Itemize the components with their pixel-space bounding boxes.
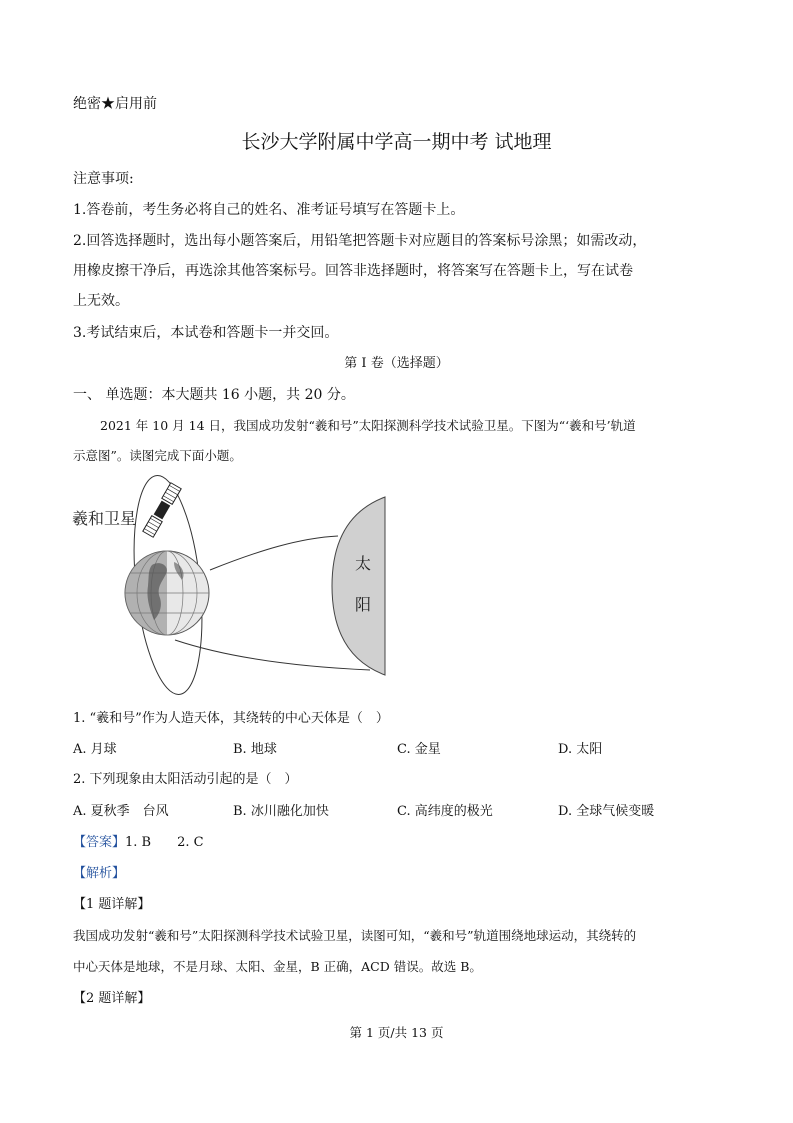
orbit-line-bottom xyxy=(175,640,370,670)
notes-heading: 注意事项: xyxy=(73,171,134,187)
notes-item-1: 1.答卷前，考生务必将自己的姓名、准考证号填写在答题卡上。 xyxy=(73,202,465,218)
question-1-option-b: B. 地球 xyxy=(233,742,277,757)
orbit-line-top xyxy=(210,536,338,570)
sun-label-1: 太 xyxy=(354,554,372,573)
satellite-icon xyxy=(143,483,181,537)
notes-item-2-line-1: 2.回答选择题时，选出每小题答案后，用铅笔把答题卡对应题目的答案标号涂黑；如需改动， xyxy=(73,233,647,249)
question-1-stem: 1. “羲和号”作为人造天体，其绕转的中心天体是（ ） xyxy=(73,711,389,726)
exam-title: 长沙大学附属中学高一期中考 试地理 xyxy=(241,131,552,153)
sun-label-2: 阳 xyxy=(354,595,372,614)
detail-2-label: 【2 题详解】 xyxy=(73,991,151,1006)
sun-shape xyxy=(332,497,385,675)
question-2-option-a: A. 夏秋季 台风 xyxy=(73,804,169,819)
question-1-option-a: A. 月球 xyxy=(73,742,117,757)
question-2-stem: 2. 下列现象由太阳活动引起的是（ ） xyxy=(73,772,298,787)
question-2-option-b: B. 冰川融化加快 xyxy=(233,804,329,819)
notes-item-2-line-2: 用橡皮擦干净后，再选涂其他答案标号。回答非选择题时，将答案写在答题卡上，写在试卷 xyxy=(73,263,633,279)
question-2-option-c: C. 高纬度的极光 xyxy=(397,804,493,819)
confidential-label: 绝密★启用前 xyxy=(73,96,157,112)
notes-item-3: 3.考试结束后，本试卷和答题卡一并交回。 xyxy=(73,325,339,341)
question-2-option-d: D. 全球气候变暖 xyxy=(558,804,655,819)
page-number: 第 1 页/共 13 页 xyxy=(349,1025,444,1040)
part-heading: 一、 单选题：本大题共 16 小题，共 20 分。 xyxy=(73,387,355,403)
volume-heading: 第 I 卷（选择题） xyxy=(344,356,449,371)
orbit-diagram xyxy=(70,470,400,700)
question-1-option-d: D. 太阳 xyxy=(558,742,603,757)
notes-item-2-line-3: 上无效。 xyxy=(73,293,129,309)
detail-1-line-2: 中心天体是地球，不是月球、太阳、金星，B 正确，ACD 错误。故选 B。 xyxy=(73,959,482,974)
analysis-label: 【解析】 xyxy=(73,866,126,881)
answer-label: 【答案】 xyxy=(73,835,126,850)
question-1-option-c: C. 金星 xyxy=(397,742,441,757)
answer-values: 1. B 2. C xyxy=(125,835,204,850)
passage-line-1: 2021 年 10 月 14 日，我国成功发射“羲和号”太阳探测科学技术试验卫星。下图为“‘羲和号’轨道 xyxy=(100,418,636,433)
detail-1-line-1: 我国成功发射“羲和号”太阳探测科学技术试验卫星，读图可知，“羲和号”轨道围绕地球运动，其绕转的 xyxy=(73,928,637,943)
answer-row xyxy=(73,836,204,849)
satellite-label: 羲和卫星 xyxy=(72,509,137,528)
passage-line-2: 示意图”。读图完成下面小题。 xyxy=(73,448,242,463)
detail-1-label: 【1 题详解】 xyxy=(73,897,151,912)
